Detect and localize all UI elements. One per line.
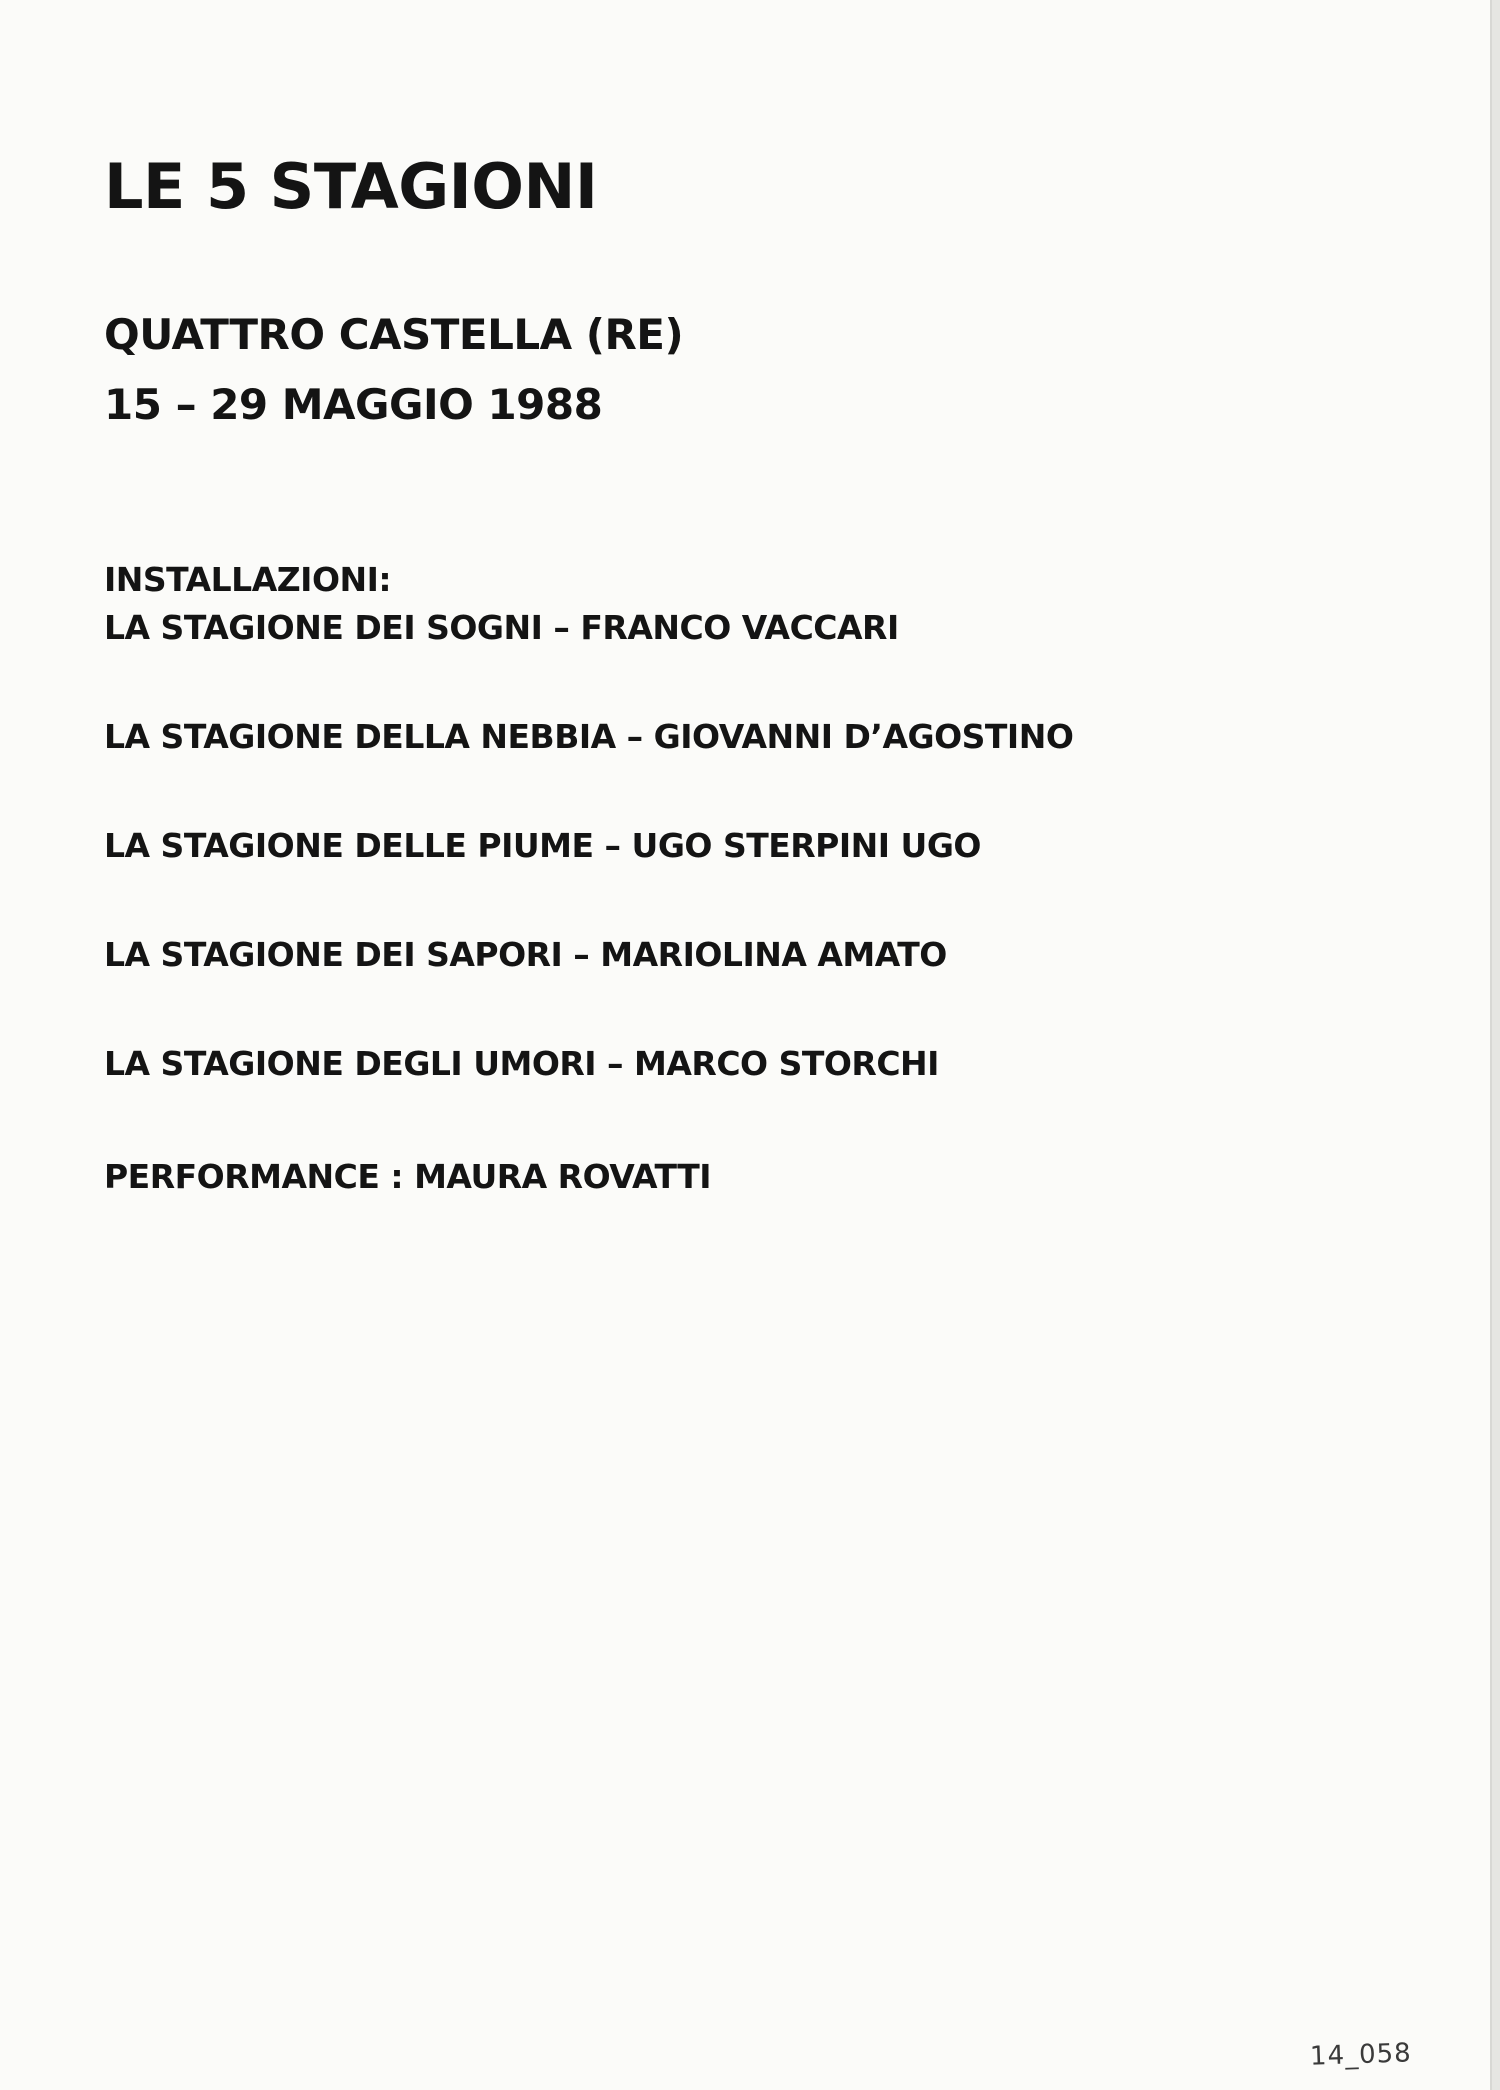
installation-item: LA STAGIONE DELLE PIUME – UGO STERPINI UGO: [104, 826, 981, 865]
event-location: QUATTRO CASTELLA (RE): [104, 310, 684, 359]
installation-item: LA STAGIONE DEI SAPORI – MARIOLINA AMATO: [104, 935, 947, 974]
installation-item: LA STAGIONE DEI SOGNI – FRANCO VACCARI: [104, 608, 899, 647]
installation-item: LA STAGIONE DEGLI UMORI – MARCO STORCHI: [104, 1044, 939, 1083]
performance-credit: PERFORMANCE : MAURA ROVATTI: [104, 1157, 712, 1196]
installation-item: LA STAGIONE DELLA NEBBIA – GIOVANNI D’AGOSTINO: [104, 717, 1074, 756]
installations-heading: INSTALLAZIONI:: [104, 560, 392, 599]
archive-number: 14_058: [1309, 2038, 1413, 2072]
document-title: LE 5 STAGIONI: [104, 150, 598, 223]
event-dates: 15 – 29 MAGGIO 1988: [104, 380, 603, 429]
page-edge: [1492, 0, 1500, 2090]
